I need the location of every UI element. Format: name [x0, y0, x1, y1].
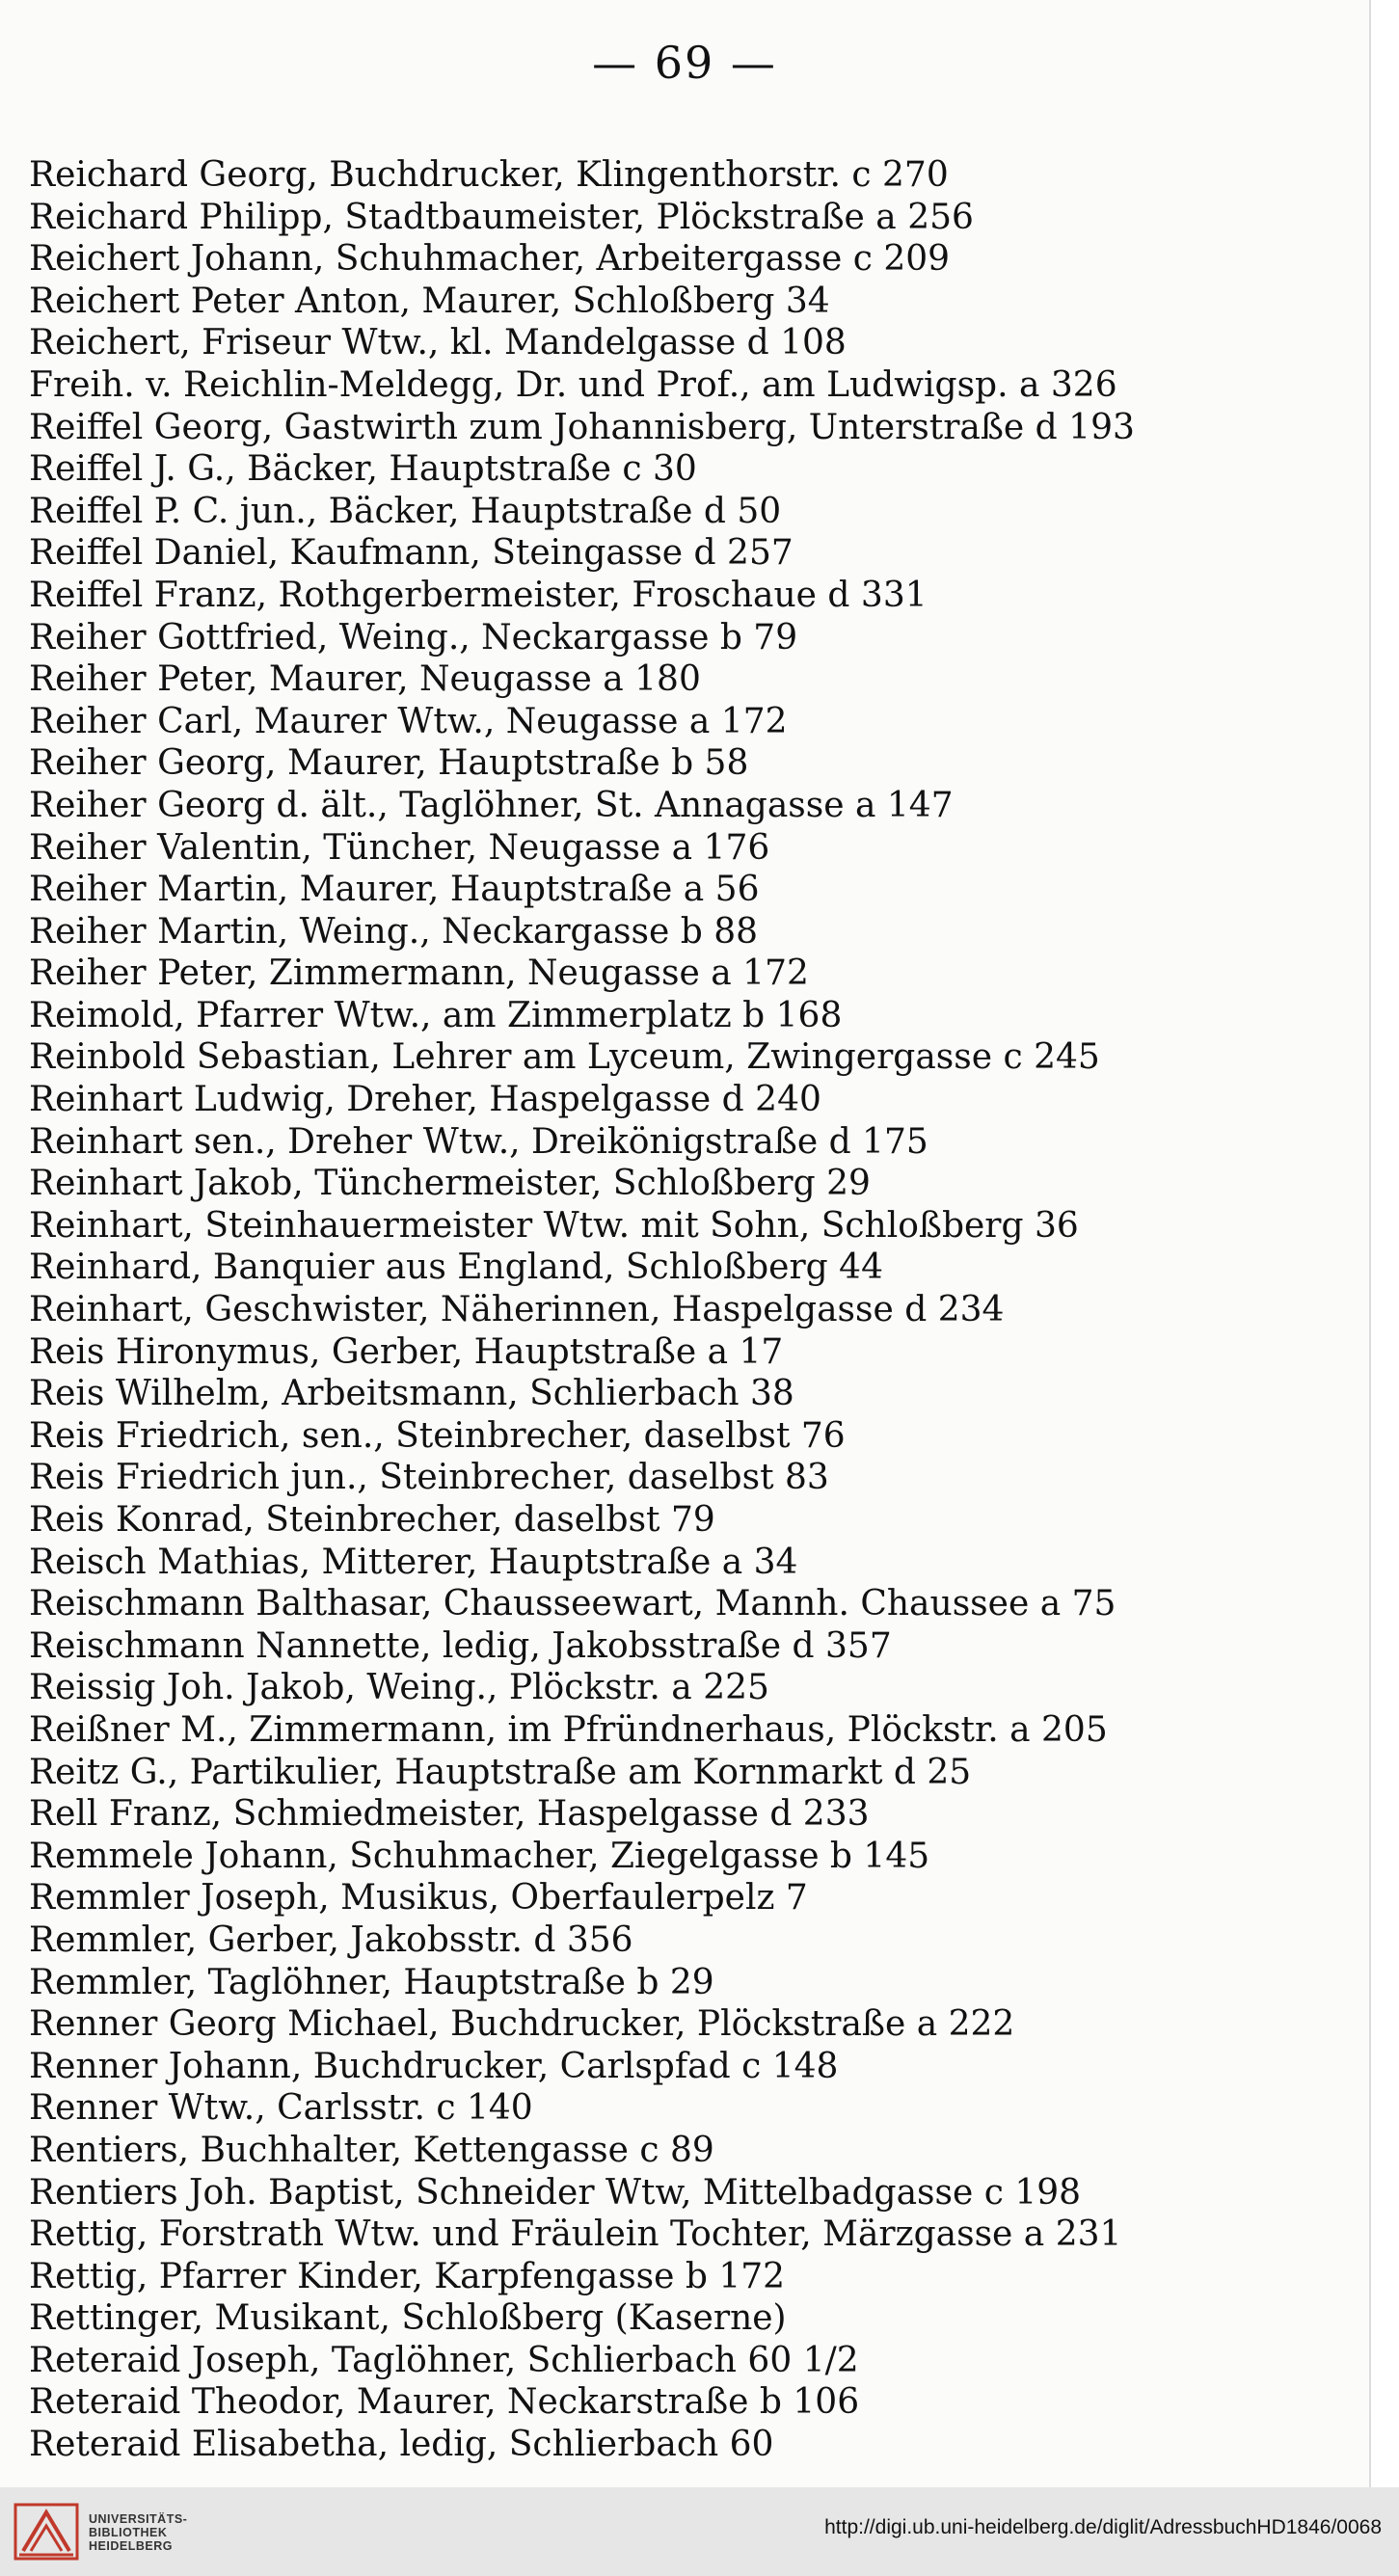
directory-entry: Reinhart Ludwig, Dreher, Haspelgasse d 240 — [29, 1080, 821, 1120]
directory-entry: Reinbold Sebastian, Lehrer am Lyceum, Zwingergasse c 245 — [29, 1037, 1100, 1078]
directory-entries-list — [29, 154, 1340, 2466]
directory-entry: Reiher Georg d. ält., Taglöhner, St. Annagasse a 147 — [29, 785, 954, 825]
directory-entry: Rentiers Joh. Baptist, Schneider Wtw, Mittelbadgasse c 198 — [29, 2172, 1082, 2213]
directory-entry: Remmele Johann, Schuhmacher, Ziegelgasse b 145 — [29, 1836, 930, 1876]
institution-name[interactable] — [89, 2512, 187, 2553]
directory-entry: Reiher Valentin, Tüncher, Neugasse a 176 — [29, 827, 770, 868]
directory-entry: Reichard Philipp, Stadtbaumeister, Plöckstraße a 256 — [29, 197, 974, 237]
directory-entry: Remmler, Taglöhner, Hauptstraße b 29 — [29, 1962, 714, 2002]
directory-entry: Reis Friedrich jun., Steinbrecher, daselbst 83 — [29, 1458, 829, 1498]
directory-entry: Reichert, Friseur Wtw., kl. Mandelgasse d 108 — [29, 323, 847, 363]
directory-entry: Reißner M., Zimmermann, im Pfründnerhaus, Plöckstr. a 205 — [29, 1709, 1108, 1750]
directory-entry: Reichert Peter Anton, Maurer, Schloßberg 34 — [29, 281, 830, 321]
footer-bar — [0, 2487, 1399, 2576]
directory-entry: Rell Franz, Schmiedmeister, Haspelgasse d 233 — [29, 1794, 870, 1835]
directory-entry: Reis Friedrich, sen., Steinbrecher, daselbst 76 — [29, 1415, 846, 1456]
directory-entry: Reis Wilhelm, Arbeitsmann, Schlierbach 38 — [29, 1374, 794, 1414]
directory-entry: Reimold, Pfarrer Wtw., am Zimmerplatz b 168 — [29, 995, 843, 1035]
directory-entry: Reis Hironymus, Gerber, Hauptstraße a 17 — [29, 1331, 784, 1372]
directory-entry: Reiffel J. G., Bäcker, Hauptstraße c 30 — [29, 449, 697, 490]
directory-entry: Reiher Martin, Maurer, Hauptstraße a 56 — [29, 870, 760, 910]
directory-entry: Rentiers, Buchhalter, Kettengasse c 89 — [29, 2130, 714, 2170]
directory-entry: Reiher Georg, Maurer, Hauptstraße b 58 — [29, 743, 749, 784]
directory-entry: Reiher Gottfried, Weing., Neckargasse b 79 — [29, 617, 798, 657]
page-number-header: — 69 — — [592, 37, 777, 89]
directory-entry: Rettig, Forstrath Wtw. und Fräulein Tochter, Märzgasse a 231 — [29, 2214, 1122, 2255]
directory-entry: Reischmann Nannette, ledig, Jakobsstraße d 357 — [29, 1625, 892, 1666]
directory-entry: Reiher Carl, Maurer Wtw., Neugasse a 172 — [29, 701, 788, 741]
directory-entry: Reitz G., Partikulier, Hauptstraße am Kornmarkt d 25 — [29, 1752, 972, 1792]
directory-entry: Reisch Mathias, Mitterer, Hauptstraße a 34 — [29, 1542, 798, 1582]
directory-entry: Renner Georg Michael, Buchdrucker, Plöckstraße a 222 — [29, 2004, 1015, 2045]
directory-entry: Renner Wtw., Carlsstr. c 140 — [29, 2088, 533, 2129]
directory-entry: Reichard Georg, Buchdrucker, Klingenthorstr. c 270 — [29, 155, 949, 195]
institution-line-1: UNIVERSITÄTS- — [89, 2512, 188, 2526]
directory-entry: Reiher Martin, Weing., Neckargasse b 88 — [29, 911, 759, 952]
directory-entry: Renner Johann, Buchdrucker, Carlspfad c 148 — [29, 2046, 839, 2086]
directory-entry: Reinhart Jakob, Tünchermeister, Schloßberg 29 — [29, 1164, 871, 1204]
heidelberg-library-logo-icon[interactable] — [13, 2499, 79, 2564]
directory-entry: Reiher Peter, Maurer, Neugasse a 180 — [29, 659, 701, 700]
page-edge — [1369, 0, 1399, 2487]
directory-entry: Reinhart sen., Dreher Wtw., Dreikönigstraße d 175 — [29, 1121, 928, 1162]
directory-entry: Reteraid Theodor, Maurer, Neckarstraße b 106 — [29, 2382, 860, 2423]
directory-entry: Reissig Joh. Jakob, Weing., Plöckstr. a 225 — [29, 1668, 769, 1708]
directory-entry: Reteraid Joseph, Taglöhner, Schlierbach 60 1/2 — [29, 2340, 859, 2380]
directory-entry: Reteraid Elisabetha, ledig, Schlierbach 60 — [29, 2425, 774, 2465]
directory-entry: Reichert Johann, Schuhmacher, Arbeitergasse c 209 — [29, 239, 951, 280]
directory-entry: Reinhard, Banquier aus England, Schloßberg 44 — [29, 1248, 883, 1288]
directory-entry: Remmler Joseph, Musikus, Oberfaulerpelz 7 — [29, 1878, 808, 1919]
directory-entry: Freih. v. Reichlin-Meldegg, Dr. und Prof., am Ludwigsp. a 326 — [29, 364, 1117, 405]
directory-entry: Reiffel Daniel, Kaufmann, Steingasse d 257 — [29, 533, 794, 574]
directory-entry: Reiffel Georg, Gastwirth zum Johannisberg, Unterstraße d 193 — [29, 407, 1135, 447]
directory-entry: Reis Konrad, Steinbrecher, daselbst 79 — [29, 1500, 715, 1540]
directory-entry: Rettig, Pfarrer Kinder, Karpfengasse b 172 — [29, 2256, 786, 2296]
directory-entry: Reiffel P. C. jun., Bäcker, Hauptstraße d 50 — [29, 491, 782, 531]
directory-entry: Remmler, Gerber, Jakobsstr. d 356 — [29, 1919, 633, 1960]
directory-entry: Rettinger, Musikant, Schloßberg (Kaserne) — [29, 2298, 787, 2339]
directory-entry: Reiffel Franz, Rothgerbermeister, Froschaue d 331 — [29, 575, 928, 615]
institution-line-3: HEIDELBERG — [89, 2539, 173, 2553]
source-url-link[interactable]: http://digi.ub.uni-heidelberg.de/diglit/AdressbuchHD1846/0068 — [824, 2516, 1382, 2538]
directory-entry: Reischmann Balthasar, Chausseewart, Mannh. Chaussee a 75 — [29, 1584, 1117, 1624]
directory-entry: Reinhart, Steinhauermeister Wtw. mit Sohn, Schloßberg 36 — [29, 1205, 1079, 1246]
institution-line-2: BIBLIOTHEK — [89, 2526, 168, 2539]
directory-entry: Reinhart, Geschwister, Näherinnen, Haspelgasse d 234 — [29, 1290, 1005, 1330]
directory-entry: Reiher Peter, Zimmermann, Neugasse a 172 — [29, 953, 809, 994]
